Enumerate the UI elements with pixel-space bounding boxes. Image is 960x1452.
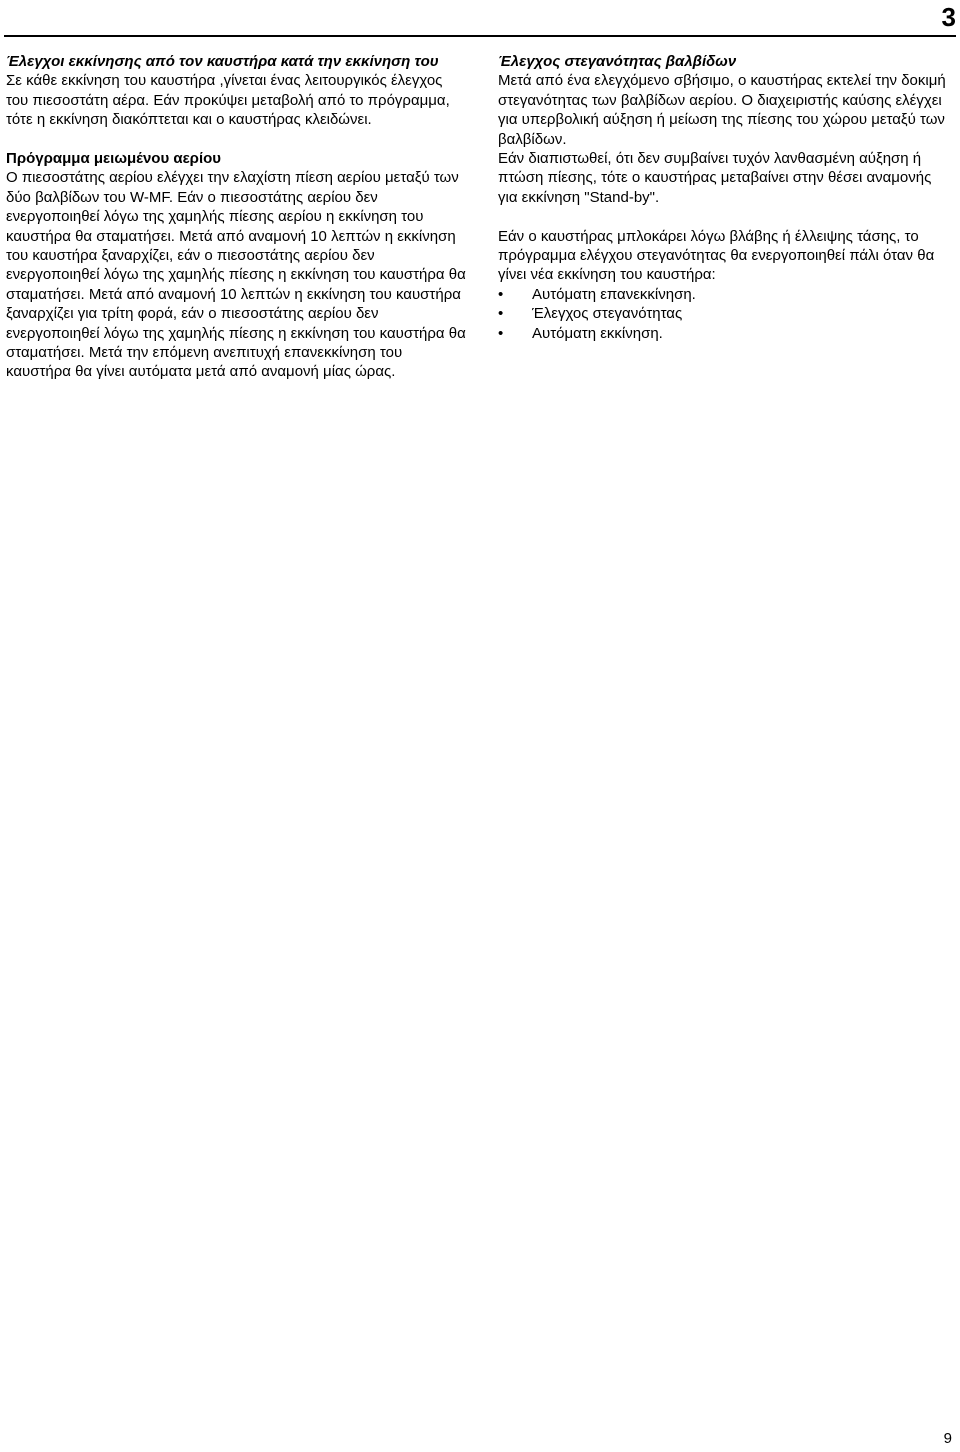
valve-tightness-text: Μετά από ένα ελεγχόμενο σβήσιμο, ο καυστήρας εκτελεί την δοκιμή στεγανότητας των βαλβίδων αερίου. Ο διαχειριστής καύσης ελέγχει για υπερβολική αύξηση ή μείωση της πίεσης του χώρου μεταξύ των βαλβίδων. [498, 72, 946, 148]
list-item [498, 304, 953, 323]
startup-checks-heading: Έλεγχοι εκκίνησης από τον καυστήρα κατά την εκκίνηση του [6, 53, 439, 70]
valve-tightness-result-text: Εάν διαπιστωθεί, ότι δεν συμβαίνει τυχόν λανθασμένη αύξηση ή πτώση πίεσης, τότε ο καυστήρας μεταβαίνει στην θέσει αναμονής για εκκίνηση "Stand-by". [498, 150, 932, 206]
list-item-text: Έλεγχος στεγανότητας [532, 305, 683, 323]
left-column [6, 52, 466, 382]
reduced-gas-heading: Πρόγραμμα μειωμένου αερίου [6, 150, 222, 168]
valve-tightness-heading: Έλεγχος στεγανότητας βαλβίδων [498, 53, 737, 70]
reduced-gas-text: Ο πιεσοστάτης αερίου ελέγχει την ελαχίστη πίεση αερίου μεταξύ των δύο βαλβίδων του W-MF. Εάν ο πιεσοστάτης αερίου δεν ενεργοποιηθεί λόγω της χαμηλής πίεσης αερίου η εκκίνηση του καυστήρα θα σταματήσει. Μετά από αναμονή 10 λεπτών η εκκίνηση του καυστήρα ξαναρχίζει, εάν ο πιεσοστάτης αερίου δεν ενεργοποιηθεί λόγω της χαμηλής πίεσης η εκκίνηση του καυστήρα θα σταματήσει. Μετά από αναμονή 10 λεπτών η εκκίνηση του καυστήρα ξαναρχίζει για τρίτη φορά, εάν ο πιεσοστάτης αερίου δεν ενεργοποιηθεί λόγω της χαμηλής πίεσης η εκκίνηση του καυστήρα θα σταματήσει. Μετά την επόμενη ανεπιτυχή επανεκκίνηση του καυστήρα θα γίνει αυτόματα μετά από αναμονή μίας ώρας. [6, 169, 466, 381]
paragraph-spacer [498, 207, 953, 226]
startup-checks-text: Σε κάθε εκκίνηση του καυστήρα ,γίνεται ένας λειτουργικός έλεγχος του πιεσοστάτη αέρα. Εάν προκύψει μεταβολή από το πρόγραμμα, τότε η εκκίνηση διακόπτεται και ο καυστήρας κλειδώνει. [6, 72, 450, 129]
right-column [498, 52, 953, 343]
bullet-icon: • [498, 285, 504, 303]
list-item-text: Αυτόματη επανεκκίνηση. [532, 285, 696, 303]
lockout-text: Εάν ο καυστήρας μπλοκάρει λόγω βλάβης ή έλλειψης τάσης, το πρόγραμμα ελέγχου στεγανότητας θα ενεργοποιηθεί πάλι όταν θα γίνει νέα εκκίνηση του καυστήρα: [498, 227, 935, 284]
bullet-icon: • [498, 324, 504, 342]
header-rule [4, 35, 956, 37]
list-item [498, 324, 953, 343]
list-item-text: Αυτόματη εκκίνηση. [532, 324, 663, 342]
activation-list [498, 285, 953, 343]
paragraph-spacer [6, 130, 466, 149]
chapter-number: 3 [941, 2, 956, 32]
page-number: 9 [943, 1430, 952, 1447]
list-item [498, 285, 953, 304]
bullet-icon: • [498, 305, 504, 323]
